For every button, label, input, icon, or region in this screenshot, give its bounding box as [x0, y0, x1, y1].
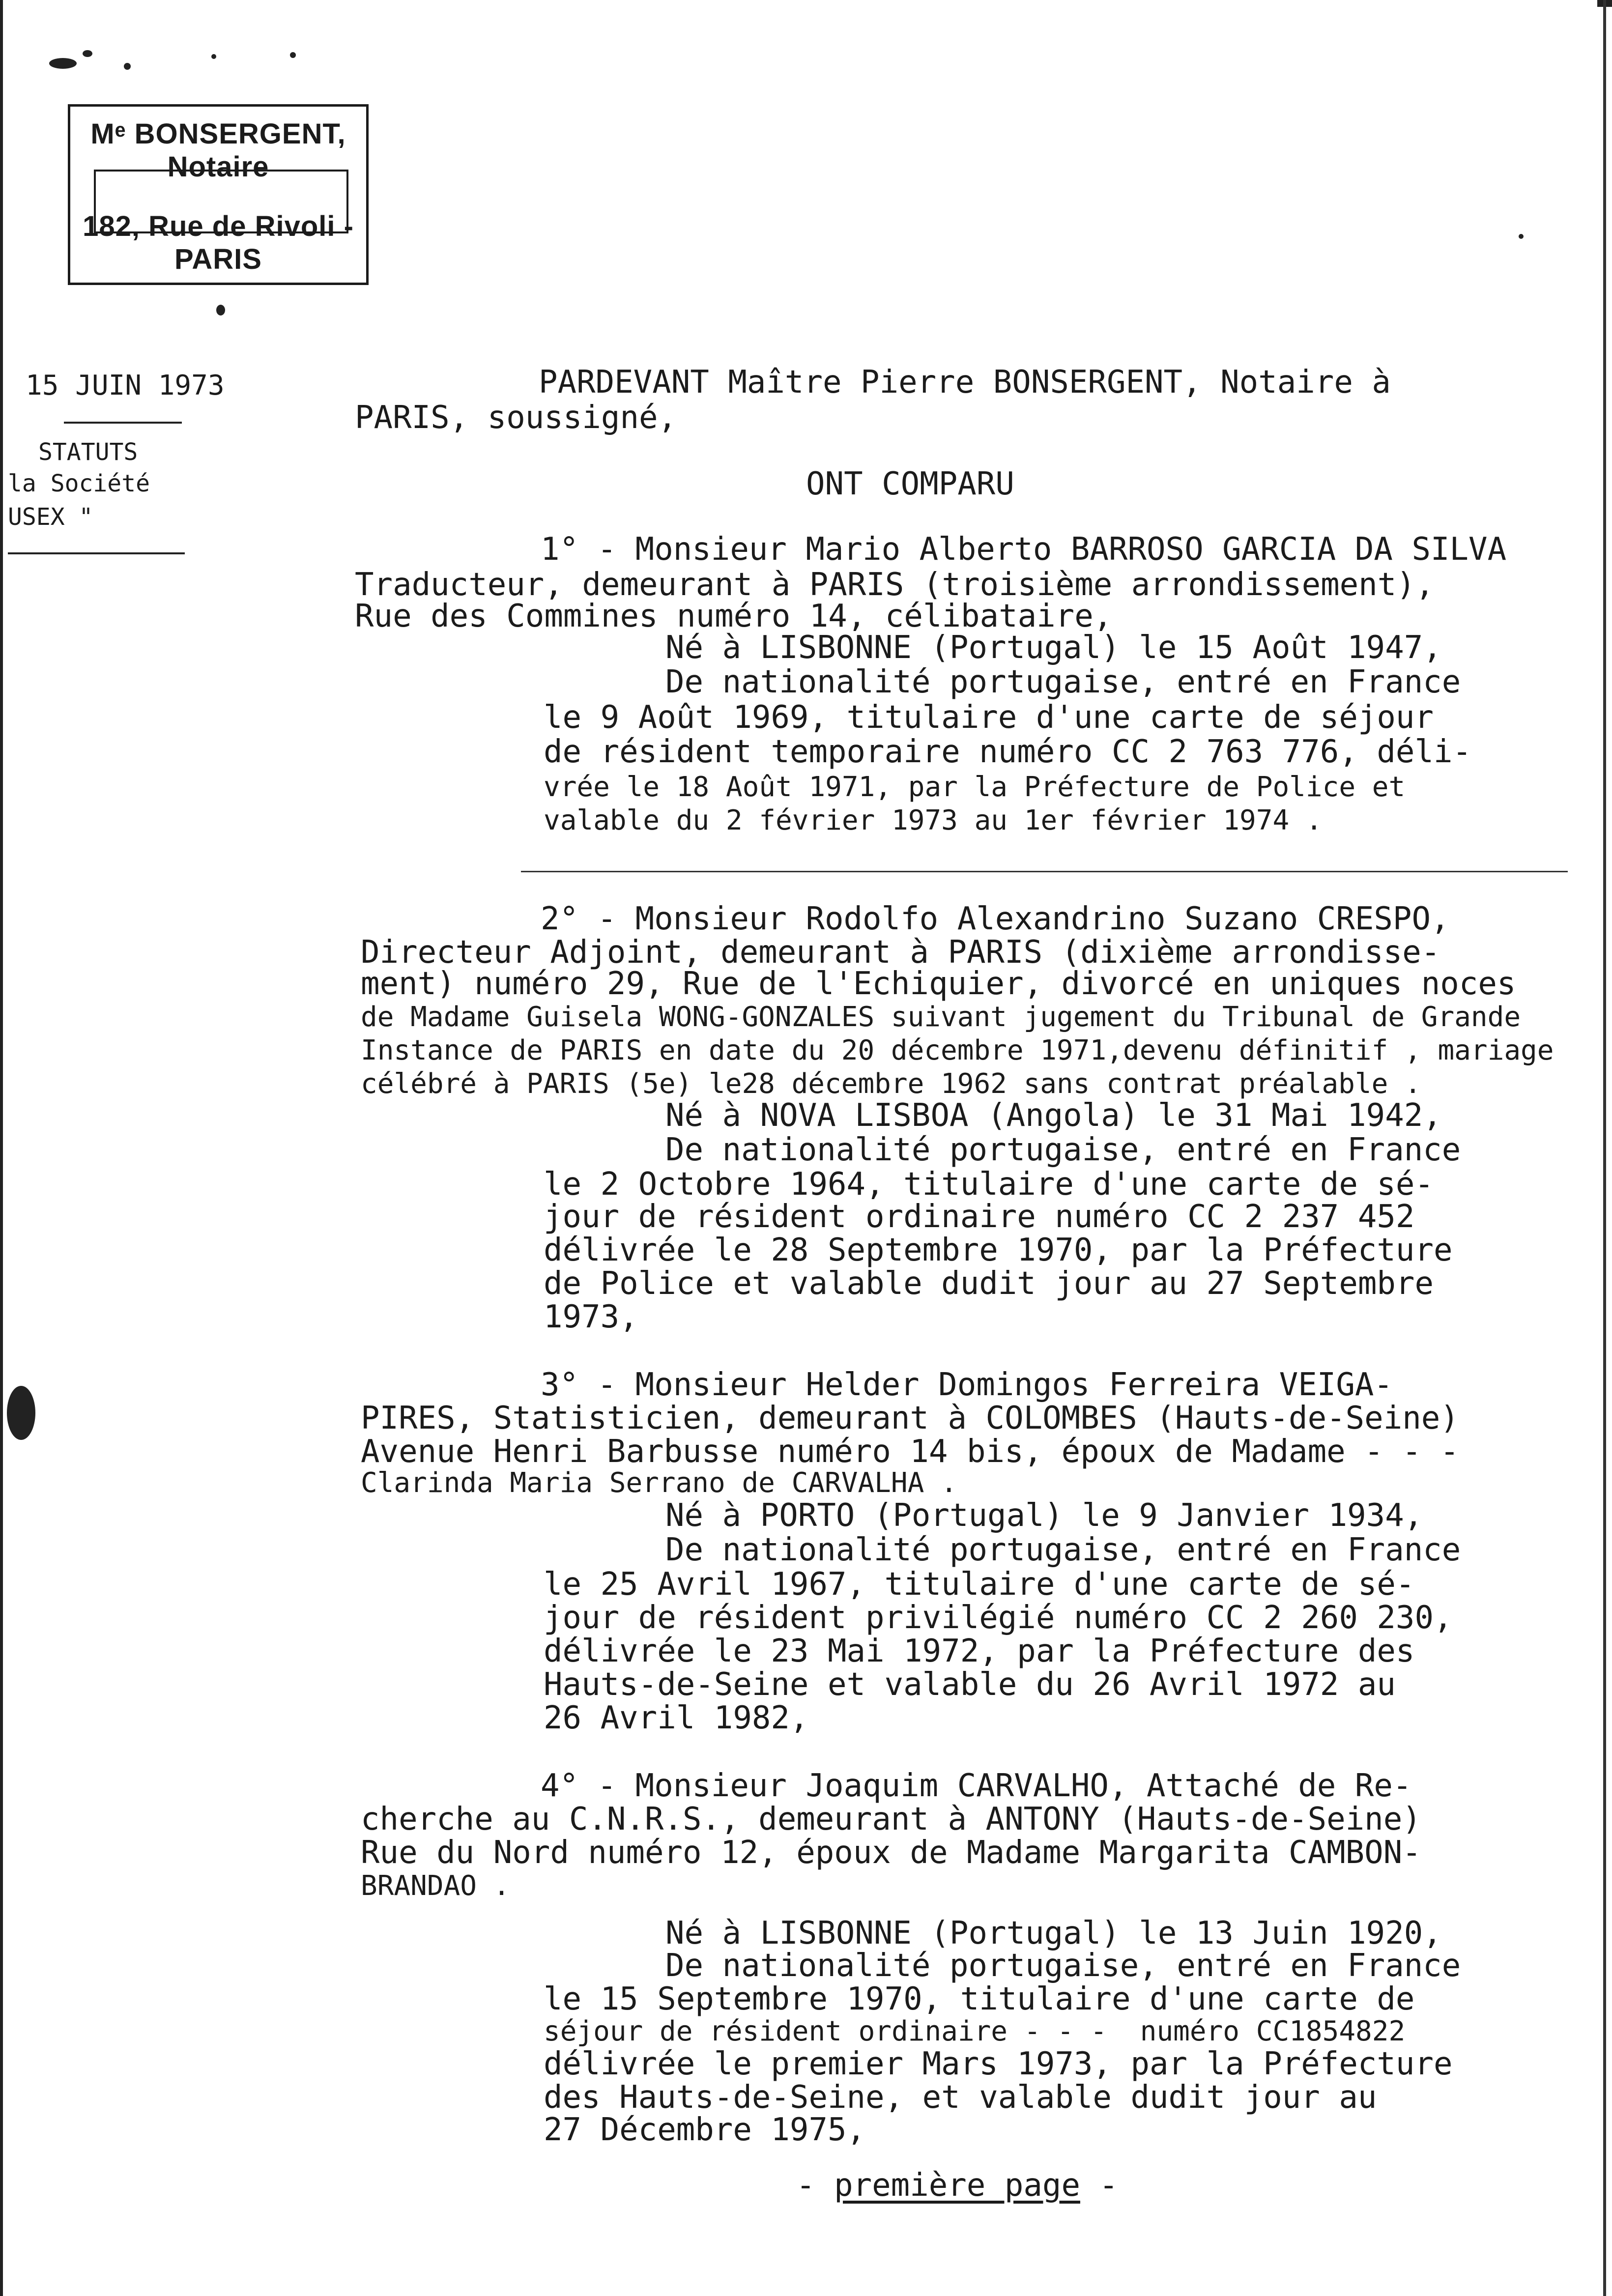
text-line: PIRES, Statisticien, demeurant à COLOMBES (Hauts-de-Seine) — [361, 1400, 1459, 1436]
text-line: Rue des Commines numéro 14, célibataire, — [355, 598, 1113, 634]
text-line: Avenue Henri Barbusse numéro 14 bis, époux de Madame - - - — [361, 1434, 1459, 1470]
margin-note-societe: la Société — [8, 470, 150, 497]
margin-rule — [8, 552, 185, 554]
text-line: le 15 Septembre 1970, titulaire d'une carte de — [544, 1981, 1415, 2017]
text-line: de Madame Guisela WONG-GONZALES suivant jugement du Tribunal de Grande — [361, 1001, 1521, 1033]
text-line: délivrée le premier Mars 1973, par la Préfecture — [544, 2046, 1453, 2082]
margin-note-statuts: STATUTS — [38, 438, 138, 466]
ink-speck — [1519, 234, 1524, 239]
text-line: Instance de PARIS en date du 20 décembre 1971,devenu définitif , mariage — [361, 1034, 1554, 1066]
footer-page-label: première page — [834, 2167, 1080, 2204]
text-line: valable du 2 février 1973 au 1er février 1974 . — [544, 804, 1323, 836]
text-line: De nationalité portugaise, entré en France — [665, 1132, 1461, 1168]
section-separator — [521, 871, 1568, 872]
ink-speck — [83, 50, 92, 57]
ink-speck — [7, 1386, 35, 1440]
page-footer — [796, 2167, 1118, 2204]
text-line: 3° - Monsieur Helder Domingos Ferreira VEIGA- — [541, 1367, 1393, 1403]
preamble-line: PARDEVANT Maître Pierre BONSERGENT, Notaire à — [539, 364, 1391, 401]
notary-stamp — [68, 104, 369, 285]
ink-speck — [290, 52, 296, 58]
footer-dash: - — [796, 2167, 835, 2204]
ink-speck — [216, 305, 225, 316]
text-line: le 25 Avril 1967, titulaire d'une carte de sé- — [544, 1566, 1415, 1603]
text-line: Né à LISBONNE (Portugal) le 15 Août 1947, — [665, 630, 1442, 666]
text-line: célébré à PARIS (5e) le28 décembre 1962 sans contrat préalable . — [361, 1068, 1421, 1100]
text-line: jour de résident privilégié numéro CC 2 260 230, — [544, 1600, 1453, 1636]
text-line: 2° - Monsieur Rodolfo Alexandrino Suzano CRESPO, — [541, 901, 1450, 937]
text-line: ment) numéro 29, Rue de l'Echiquier, divorcé en uniques noces — [361, 966, 1516, 1002]
text-line: De nationalité portugaise, entré en France — [665, 1532, 1461, 1568]
text-line: Né à NOVA LISBOA (Angola) le 31 Mai 1942, — [665, 1097, 1442, 1134]
text-line: le 2 Octobre 1964, titulaire d'une carte de sé- — [544, 1166, 1434, 1203]
ink-speck — [49, 58, 77, 69]
text-line: Hauts-de-Seine et valable du 26 Avril 1972 au — [544, 1666, 1396, 1703]
text-line: des Hauts-de-Seine, et valable dudit jour au — [544, 2079, 1377, 2116]
text-line: Rue du Nord numéro 12, époux de Madame Margarita CAMBON- — [361, 1835, 1421, 1871]
text-line: de résident temporaire numéro CC 2 763 776, déli- — [544, 734, 1472, 770]
text-line: délivrée le 23 Mai 1972, par la Préfecture des — [544, 1633, 1415, 1669]
scan-edge-left — [0, 0, 3, 2296]
stamp-address: 182, Rue de Rivoli - PARIS — [83, 210, 354, 275]
ink-speck — [124, 63, 131, 70]
text-line: Né à LISBONNE (Portugal) le 13 Juin 1920, — [665, 1915, 1442, 1952]
text-line: BRANDAO . — [361, 1870, 510, 1902]
text-line: Traducteur, demeurant à PARIS (troisième arrondissement), — [355, 567, 1435, 603]
text-line: cherche au C.N.R.S., demeurant à ANTONY (Hauts-de-Seine) — [361, 1801, 1421, 1837]
preamble-line: PARIS, soussigné, — [355, 400, 677, 436]
text-line: jour de résident ordinaire numéro CC 2 237 452 — [544, 1199, 1415, 1235]
ink-speck — [211, 54, 216, 59]
text-line: 4° - Monsieur Joaquim CARVALHO, Attaché de Re- — [541, 1768, 1412, 1804]
text-line: vrée le 18 Août 1971, par la Préfecture de Police et — [544, 771, 1406, 803]
text-line: séjour de résident ordinaire - - - numéro CC1854822 — [544, 2015, 1406, 2047]
text-line: De nationalité portugaise, entré en France — [665, 1948, 1461, 1984]
text-line: 1973, — [544, 1299, 638, 1335]
margin-rule — [64, 422, 182, 424]
text-line: Né à PORTO (Portugal) le 9 Janvier 1934, — [665, 1497, 1423, 1534]
margin-note-company: USEX " — [8, 503, 93, 531]
margin-date: 15 JUIN 1973 — [26, 370, 225, 402]
text-line: 1° - Monsieur Mario Alberto BARROSO GARCIA DA SILVA — [541, 531, 1507, 568]
text-line: 26 Avril 1982, — [544, 1700, 809, 1736]
stamp-notary-name: Mᵉ BONSERGENT, Notaire — [90, 118, 346, 183]
text-line: De nationalité portugaise, entré en France — [665, 664, 1461, 700]
text-line: 27 Décembre 1975, — [544, 2112, 866, 2148]
text-line: Directeur Adjoint, demeurant à PARIS (dixième arrondisse- — [361, 934, 1440, 971]
footer-dash: - — [1080, 2167, 1119, 2204]
heading-ont-compary: ONT COMPARU — [806, 466, 1014, 502]
text-line: délivrée le 28 Septembre 1970, par la Préfecture — [544, 1232, 1453, 1268]
text-line: Clarinda Maria Serrano de CARVALHA . — [361, 1467, 957, 1499]
text-line: de Police et valable dudit jour au 27 Septembre — [544, 1265, 1434, 1302]
text-line: le 9 Août 1969, titulaire d'une carte de séjour — [544, 699, 1434, 736]
scan-edge-right — [1603, 0, 1606, 2296]
